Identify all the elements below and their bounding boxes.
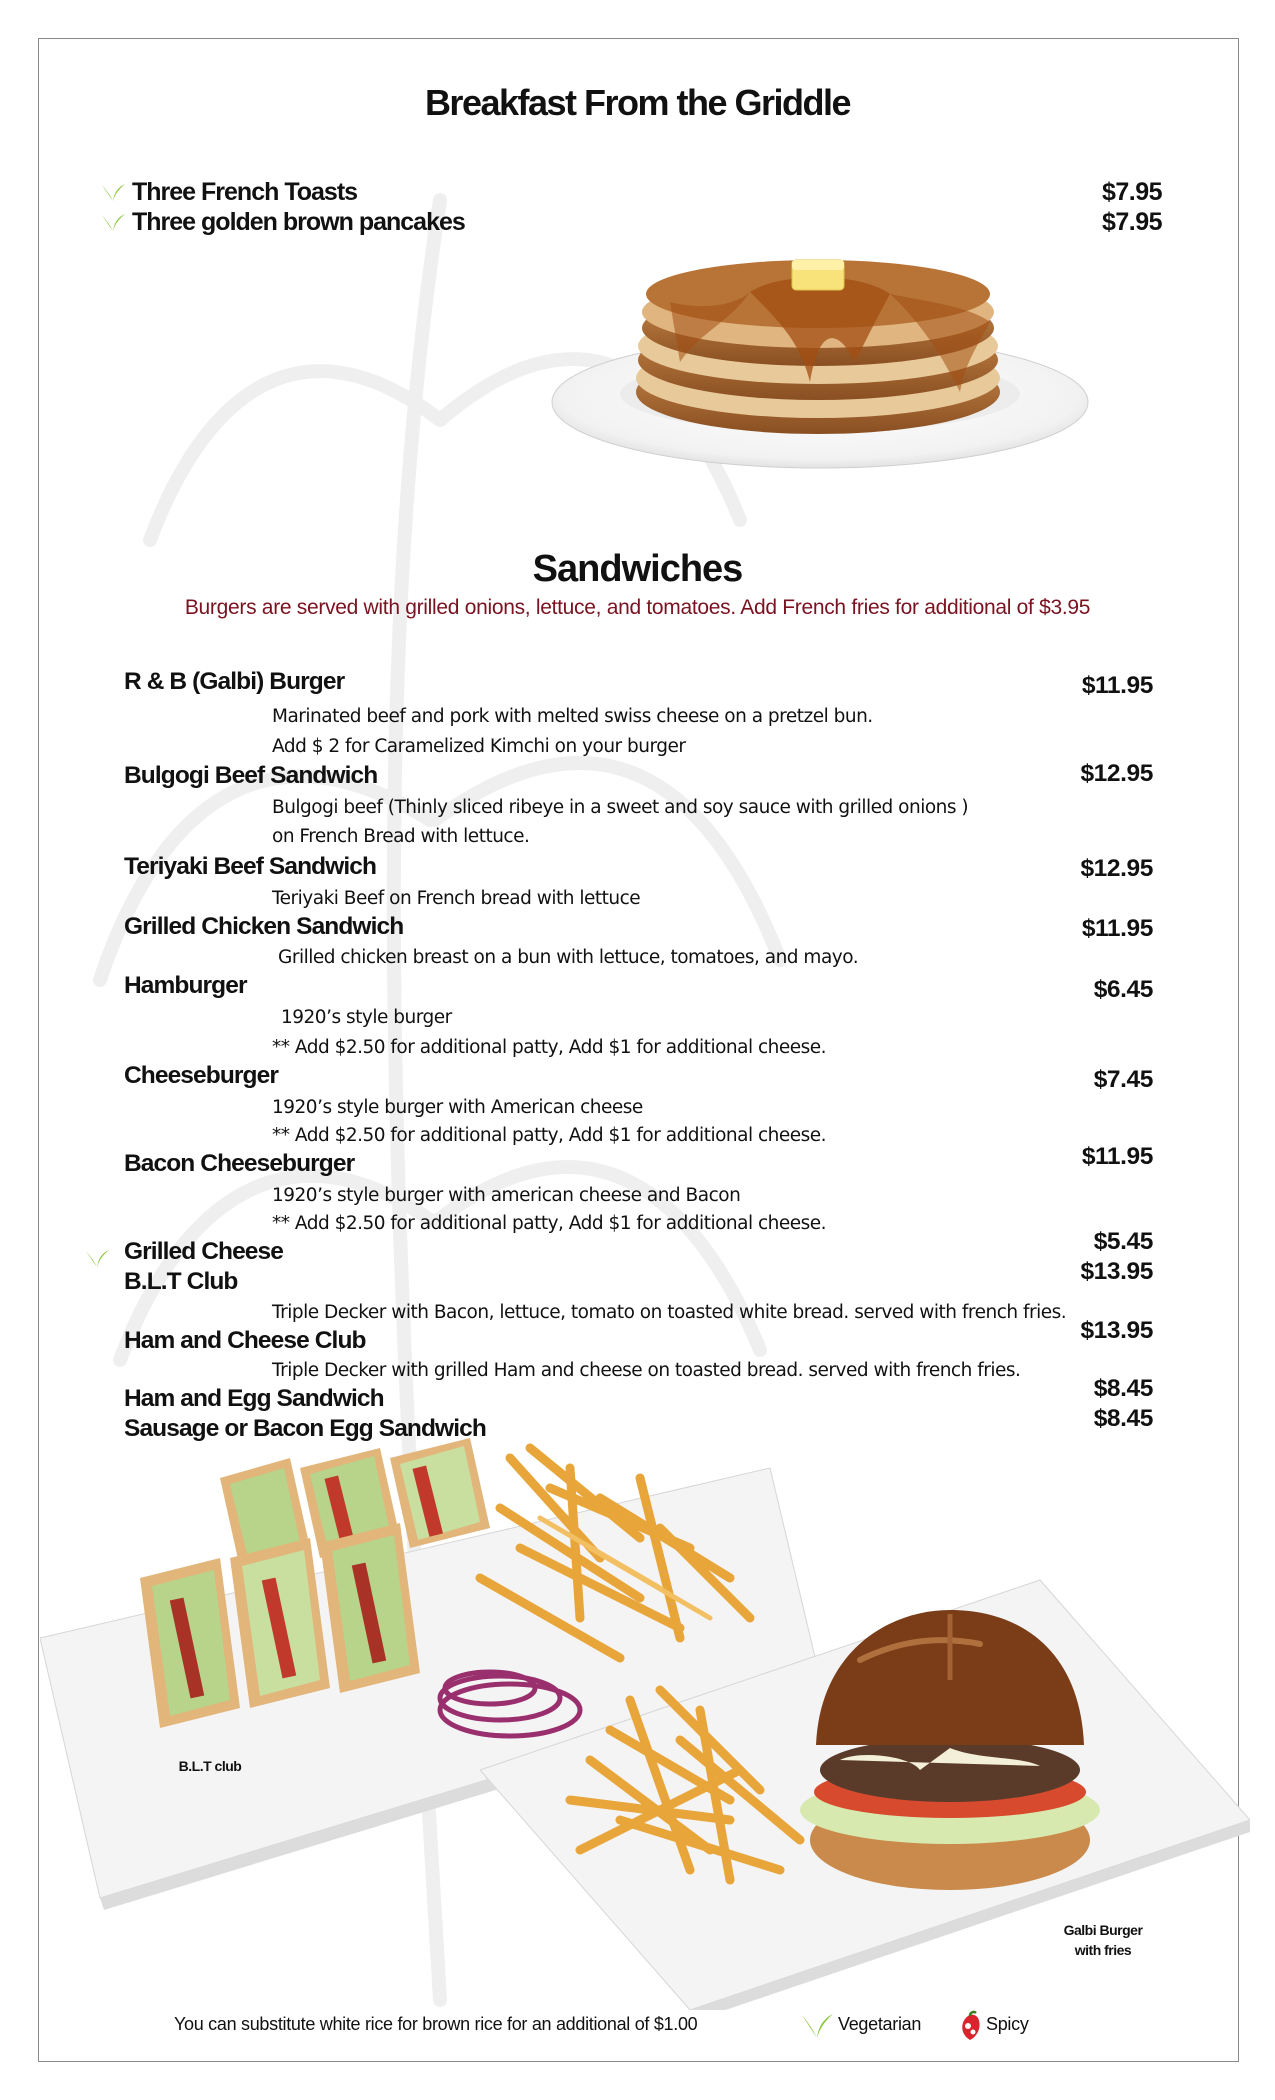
breakfast-title: Breakfast From the Griddle — [424, 82, 851, 123]
menu-item-price: $5.45 — [1093, 1228, 1153, 1255]
menu-item-name: Ham and Cheese Club — [124, 1327, 366, 1354]
menu-item-desc: Teriyaki Beef on French bread with lettuce — [272, 888, 641, 909]
menu-item-name: Ham and Egg Sandwich — [124, 1385, 384, 1412]
menu-item-price: $13.95 — [1080, 1258, 1153, 1285]
menu-item-name: B.L.T Club — [124, 1268, 238, 1295]
menu-item-desc: Triple Decker with Bacon, lettuce, tomato on toasted white bread. served with french fries. — [272, 1302, 1067, 1323]
menu-item-desc: Grilled chicken breast on a bun with lettuce, tomatoes, and mayo. — [278, 947, 859, 968]
menu-item-desc: 1920’s style burger — [281, 1007, 452, 1028]
menu-item-desc: on French Bread with lettuce. — [272, 826, 530, 847]
footer-spicy-label: Spicy — [986, 2014, 1029, 2034]
breakfast-item-price: $7.95 — [1101, 208, 1162, 236]
breakfast-item-name: Three French Toasts — [132, 178, 358, 206]
menu-item-price: $12.95 — [1080, 855, 1153, 882]
menu-item-desc: Bulgogi beef (Thinly sliced ribeye in a sweet and soy sauce with grilled onions ) — [272, 797, 969, 818]
pancake-photo — [550, 232, 1090, 472]
menu-item-name: Cheeseburger — [124, 1062, 278, 1089]
sandwiches-title: Sandwiches — [532, 548, 743, 590]
menu-item-name: Hamburger — [124, 972, 247, 999]
vegetarian-leaf-icon — [84, 1247, 110, 1269]
breakfast-item-price: $7.95 — [1101, 178, 1162, 206]
menu-item-name: Grilled Cheese — [124, 1238, 283, 1265]
menu-item-desc: 1920’s style burger with american cheese and Bacon — [272, 1185, 741, 1206]
menu-item-price: $11.95 — [1081, 1143, 1153, 1170]
vegetarian-leaf-icon — [100, 181, 126, 203]
menu-item-name: R & B (Galbi) Burger — [124, 668, 345, 695]
sandwiches-note: Burgers are served with grilled onions, lettuce, and tomatoes. Add French fries for additional of $3.95 — [184, 596, 1091, 619]
menu-item-name: Bulgogi Beef Sandwich — [124, 762, 378, 789]
footer-rice-note: You can substitute white rice for brown rice for an additional of $1.00 — [174, 2014, 698, 2034]
vegetarian-leaf-icon — [800, 2010, 834, 2040]
menu-item-price: $7.45 — [1093, 1066, 1153, 1093]
menu-item-desc: Add $ 2 for Caramelized Kimchi on your burger — [272, 736, 686, 757]
menu-item-price: $13.95 — [1080, 1317, 1153, 1344]
galbi-caption-line2: with fries — [1074, 1942, 1132, 1958]
breakfast-item-name: Three golden brown pancakes — [132, 208, 465, 236]
menu-item-name: Grilled Chicken Sandwich — [124, 913, 404, 940]
menu-item-price: $11.95 — [1081, 915, 1153, 942]
menu-item-desc: Triple Decker with grilled Ham and cheese on toasted bread. served with french fries. — [272, 1360, 1021, 1381]
menu-item-desc: Marinated beef and pork with melted swiss cheese on a pretzel bun. — [272, 706, 873, 727]
blt-caption: B.L.T club — [178, 1758, 242, 1774]
menu-item-desc: ** Add $2.50 for additional patty, Add $1 for additional cheese. — [272, 1125, 827, 1146]
menu-item-price: $8.45 — [1093, 1405, 1153, 1432]
menu-item-desc: 1920’s style burger with American cheese — [272, 1097, 643, 1118]
menu-item-price: $8.45 — [1093, 1375, 1153, 1402]
menu-item-name: Teriyaki Beef Sandwich — [124, 853, 377, 880]
menu-item-desc: ** Add $2.50 for additional patty, Add $1 for additional cheese. — [272, 1213, 827, 1234]
footer-vegetarian-label: Vegetarian — [838, 2014, 922, 2034]
spicy-pepper-icon — [958, 2010, 984, 2042]
menu-item-price: $11.95 — [1081, 672, 1153, 699]
menu-item-name: Bacon Cheeseburger — [124, 1150, 355, 1177]
menu-item-price: $6.45 — [1093, 976, 1153, 1003]
galbi-caption-line1: Galbi Burger — [1063, 1922, 1143, 1938]
menu-item-price: $12.95 — [1080, 760, 1153, 787]
vegetarian-leaf-icon — [100, 211, 126, 233]
menu-item-name: Sausage or Bacon Egg Sandwich — [124, 1415, 486, 1442]
menu-item-desc: ** Add $2.50 for additional patty, Add $1 for additional cheese. — [272, 1037, 827, 1058]
